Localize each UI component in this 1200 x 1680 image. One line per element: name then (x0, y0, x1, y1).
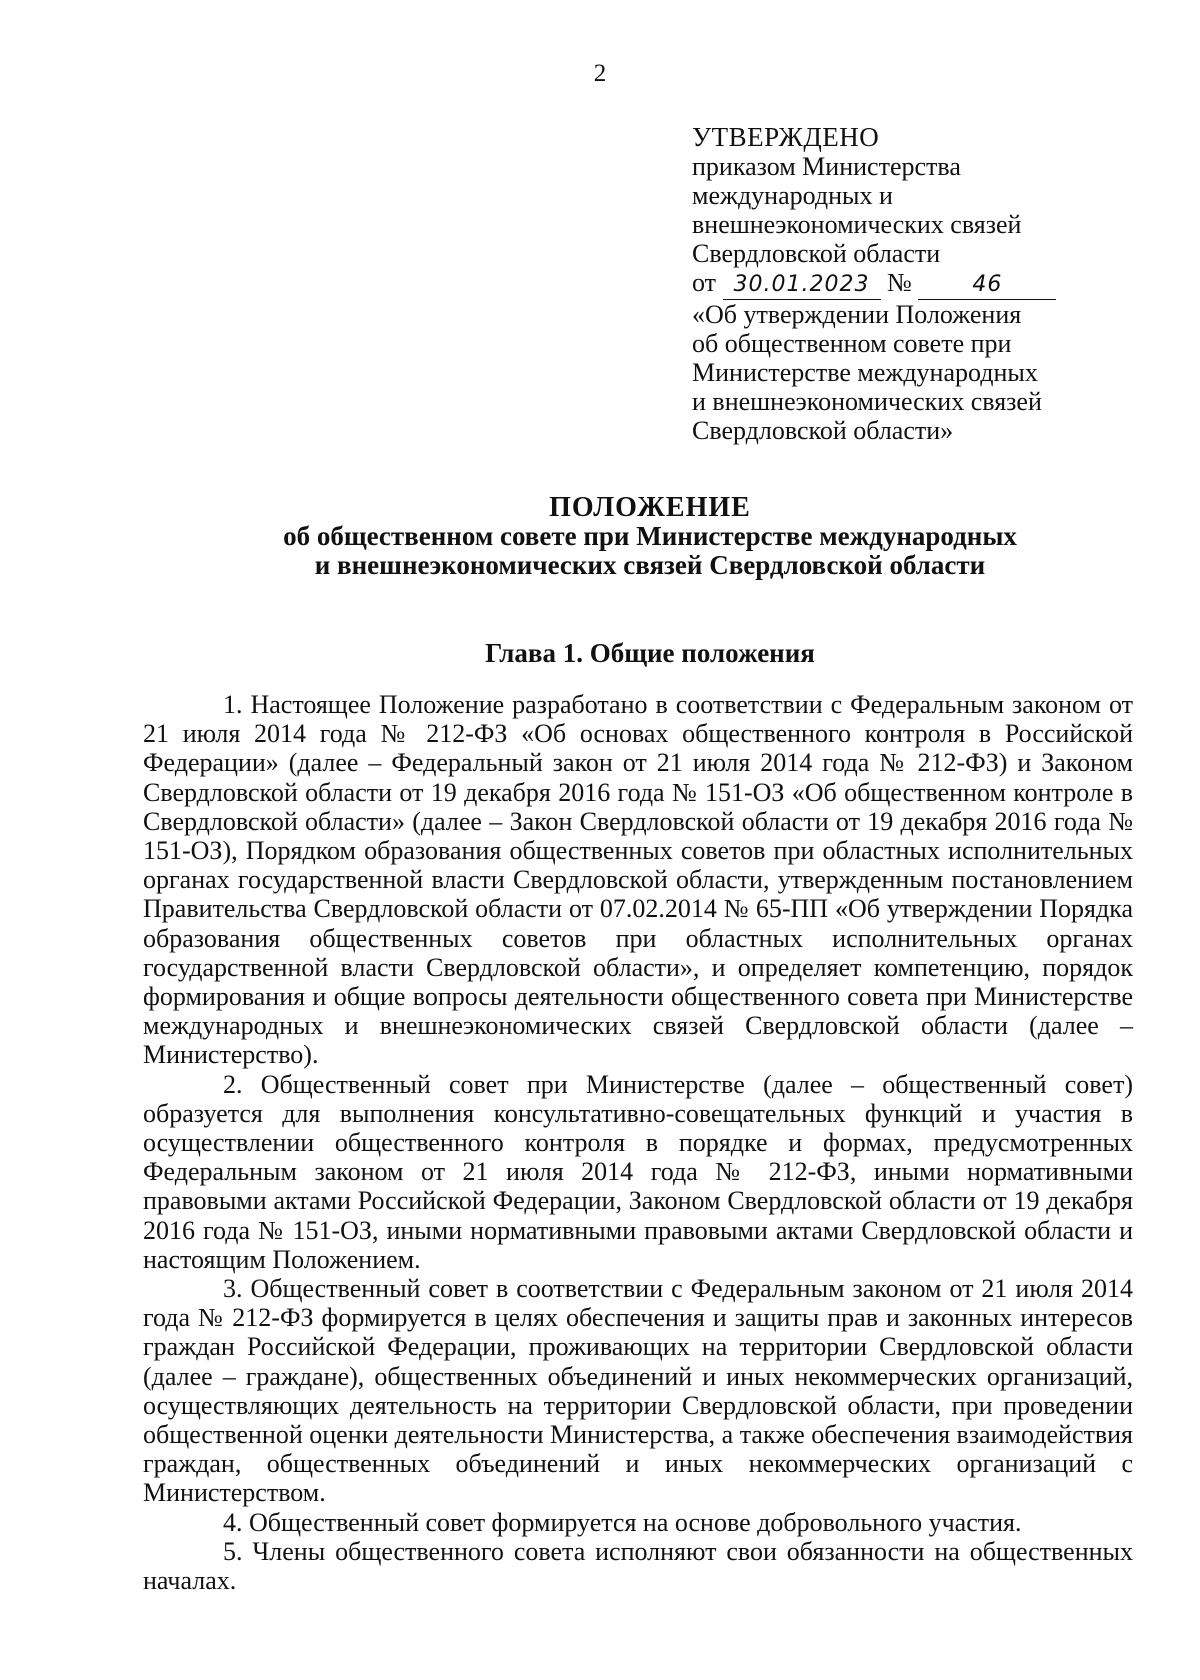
document-subtitle: об общественном совете при Министерстве международных (283, 521, 1017, 551)
approval-line: внешнеэкономических связей (692, 210, 1022, 239)
approval-subject-line: «Об утверждении Положения (692, 300, 1022, 329)
document-subtitle: и внешнеэкономических связей Свердловской области (314, 550, 986, 580)
document-title-block (100, 493, 1200, 580)
approval-subject-line: Свердловской области» (692, 416, 954, 445)
approval-line: приказом Министерства (692, 152, 961, 181)
approval-title: УТВЕРЖДЕНО (692, 122, 880, 152)
paragraph: 3. Общественный совет в соответствии с Федеральным законом от 21 июля 2014 года № 212-ФЗ формируется в целях обеспечения и защиты прав и законных интересов граждан Российской Федерации, проживающих на территории Свердловской области (далее – граждане), общественных объединений и иных некоммерческих организаций, осуществляющих деятельность на территории Свердловской области, при проведении общественной оценки деятельности Министерства, а также обеспечения взаимодействия граждан, общественных объединений и иных некоммерческих организаций с Министерством. (143, 1274, 1133, 1508)
order-reference (692, 268, 1132, 300)
approval-subject-line: об общественном совете при (692, 329, 1012, 358)
date-prefix: от (692, 268, 717, 297)
paragraph: 2. Общественный совет при Министерстве (далее – общественный совет) образуется для выполнения консультативно-совещательных функций и участия в осуществлении общественного контроля в порядке и формах, предусмотренных Федеральным законом от 21 июля 2014 года № 212-ФЗ, иными нормативными правовыми актами Российской Федерации, Законом Свердловской области от 19 декабря 2016 года № 151-ОЗ, иными нормативными правовыми актами Свердловской области и настоящим Положением. (143, 1069, 1133, 1274)
approval-line: международных и (692, 181, 893, 210)
paragraph: 5. Члены общественного совета исполняют свои обязанности на общественных началах. (143, 1536, 1133, 1596)
document-title: ПОЛОЖЕНИЕ (549, 492, 751, 523)
approval-subject-line: Министерстве международных (692, 358, 1038, 387)
chapter-heading: Глава 1. Общие положения (485, 638, 815, 668)
paragraph: 1. Настоящее Положение разработано в соответствии с Федеральным законом от 21 июля 2014 года № 212-ФЗ «Об основах общественного контроля в Российской Федерации» (далее – Федеральный закон от 21 июля 2014 года № 212-ФЗ) и Законом Свердловской области от 19 декабря 2016 года № 151-ОЗ «Об общественном контроле в Свердловской области» (далее – Закон Свердловской области от 19 декабря 2016 года № 151-ОЗ), Порядком образования общественных советов при областных исполнительных органах государственной власти Свердловской области, утвержденным постановлением Правительства Свердловской области от 07.02.2014 № 65-ПП «Об утверждении Порядка образования общественных советов при областных исполнительных органах государственной власти Свердловской области», и определяет компетенцию, порядок формирования и общие вопросы деятельности общественного совета при Министерстве международных и внешнеэкономических связей Свердловской области (далее – Министерство). (143, 690, 1133, 1070)
approval-stamp (692, 123, 1132, 445)
page-number: 2 (593, 60, 607, 87)
approval-subject-line: и внешнеэкономических связей (692, 387, 1042, 416)
paragraph: 4. Общественный совет формируется на основе добровольного участия. (223, 1507, 1022, 1537)
document-body (143, 690, 1133, 1595)
number-label: № (887, 268, 912, 297)
handwritten-number: 46 (918, 270, 1056, 300)
handwritten-date: 30.01.2023 (723, 270, 881, 300)
approval-line: Свердловской области (692, 239, 941, 268)
